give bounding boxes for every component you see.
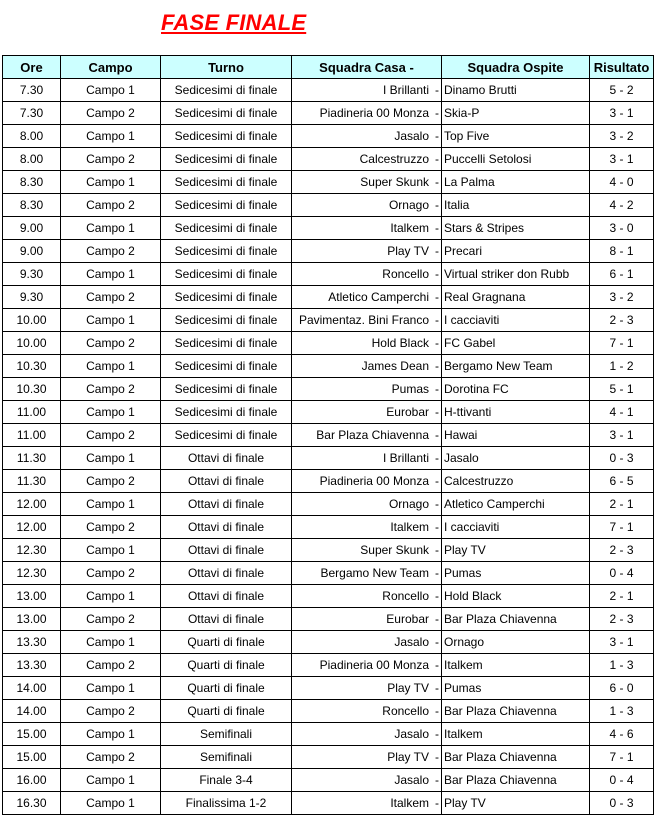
cell-turno: Ottavi di finale — [161, 539, 292, 562]
cell-squadra-casa — [292, 79, 442, 102]
cell-risultato: 8 - 1 — [590, 240, 654, 263]
cell-risultato: 6 - 1 — [590, 263, 654, 286]
cell-ore: 10.30 — [3, 378, 61, 401]
cell-campo: Campo 2 — [61, 148, 161, 171]
cell-squadra-ospite: Dorotina FC — [442, 378, 590, 401]
match-separator: - — [435, 796, 439, 810]
cell-squadra-ospite: Play TV — [442, 792, 590, 815]
cell-turno: Quarti di finale — [161, 700, 292, 723]
home-team-name: Super Skunk — [360, 543, 429, 557]
cell-turno: Ottavi di finale — [161, 516, 292, 539]
cell-risultato: 3 - 2 — [590, 286, 654, 309]
table-row — [3, 286, 654, 309]
table-row — [3, 171, 654, 194]
cell-ore: 12.30 — [3, 539, 61, 562]
table-row — [3, 194, 654, 217]
home-team-name: Roncello — [382, 267, 429, 281]
match-separator: - — [435, 106, 439, 120]
cell-squadra-ospite: Virtual striker don Rubb — [442, 263, 590, 286]
cell-squadra-casa — [292, 125, 442, 148]
cell-campo: Campo 2 — [61, 286, 161, 309]
header-squadra-casa: Squadra Casa - — [292, 56, 442, 79]
cell-squadra-ospite: Atletico Camperchi — [442, 493, 590, 516]
table-row — [3, 470, 654, 493]
cell-squadra-casa — [292, 746, 442, 769]
cell-risultato: 7 - 1 — [590, 746, 654, 769]
match-separator: - — [435, 727, 439, 741]
cell-risultato: 3 - 2 — [590, 125, 654, 148]
cell-turno: Sedicesimi di finale — [161, 148, 292, 171]
table-row — [3, 585, 654, 608]
home-team-name: Italkem — [390, 796, 429, 810]
cell-risultato: 3 - 0 — [590, 217, 654, 240]
cell-squadra-casa — [292, 171, 442, 194]
match-separator: - — [435, 382, 439, 396]
table-row — [3, 792, 654, 815]
home-team-name: Atletico Camperchi — [328, 290, 429, 304]
cell-risultato: 5 - 2 — [590, 79, 654, 102]
cell-squadra-casa — [292, 608, 442, 631]
cell-campo: Campo 2 — [61, 470, 161, 493]
cell-risultato: 1 - 2 — [590, 355, 654, 378]
home-team-name: Jasalo — [394, 773, 429, 787]
table-row — [3, 769, 654, 792]
cell-ore: 14.00 — [3, 700, 61, 723]
cell-squadra-casa — [292, 585, 442, 608]
table-row — [3, 746, 654, 769]
home-team-name: Piadineria 00 Monza — [319, 106, 429, 120]
cell-risultato: 2 - 3 — [590, 539, 654, 562]
cell-risultato: 2 - 1 — [590, 493, 654, 516]
home-team-name: James Dean — [361, 359, 429, 373]
cell-risultato: 4 - 6 — [590, 723, 654, 746]
cell-turno: Sedicesimi di finale — [161, 378, 292, 401]
cell-squadra-ospite: Hawai — [442, 424, 590, 447]
match-separator: - — [435, 658, 439, 672]
cell-campo: Campo 1 — [61, 585, 161, 608]
cell-squadra-ospite: FC Gabel — [442, 332, 590, 355]
match-separator: - — [435, 543, 439, 557]
cell-turno: Ottavi di finale — [161, 470, 292, 493]
header-turno: Turno — [161, 56, 292, 79]
cell-ore: 7.30 — [3, 102, 61, 125]
cell-campo: Campo 1 — [61, 171, 161, 194]
table-row — [3, 424, 654, 447]
cell-squadra-ospite: La Palma — [442, 171, 590, 194]
cell-turno: Sedicesimi di finale — [161, 263, 292, 286]
header-campo: Campo — [61, 56, 161, 79]
home-team-name: Jasalo — [394, 129, 429, 143]
cell-ore: 13.00 — [3, 585, 61, 608]
cell-squadra-ospite: Dinamo Brutti — [442, 79, 590, 102]
cell-campo: Campo 2 — [61, 194, 161, 217]
cell-turno: Sedicesimi di finale — [161, 217, 292, 240]
cell-campo: Campo 2 — [61, 746, 161, 769]
table-row — [3, 654, 654, 677]
cell-campo: Campo 2 — [61, 700, 161, 723]
table-header — [3, 56, 654, 79]
header-risultato: Risultato — [590, 56, 654, 79]
match-separator: - — [435, 773, 439, 787]
header-ore: Ore — [3, 56, 61, 79]
cell-squadra-ospite: Top Five — [442, 125, 590, 148]
cell-turno: Sedicesimi di finale — [161, 125, 292, 148]
cell-squadra-ospite: Bar Plaza Chiavenna — [442, 746, 590, 769]
cell-ore: 12.00 — [3, 516, 61, 539]
match-separator: - — [435, 405, 439, 419]
cell-risultato: 3 - 1 — [590, 424, 654, 447]
cell-ore: 10.30 — [3, 355, 61, 378]
cell-turno: Sedicesimi di finale — [161, 102, 292, 125]
match-separator: - — [435, 152, 439, 166]
cell-ore: 13.30 — [3, 631, 61, 654]
table-row — [3, 608, 654, 631]
home-team-name: Jasalo — [394, 635, 429, 649]
cell-turno: Sedicesimi di finale — [161, 424, 292, 447]
cell-squadra-ospite: I cacciaviti — [442, 516, 590, 539]
cell-ore: 9.30 — [3, 286, 61, 309]
schedule-table — [2, 55, 654, 815]
cell-turno: Quarti di finale — [161, 654, 292, 677]
cell-turno: Ottavi di finale — [161, 608, 292, 631]
match-separator: - — [435, 267, 439, 281]
cell-turno: Sedicesimi di finale — [161, 332, 292, 355]
cell-campo: Campo 1 — [61, 217, 161, 240]
cell-turno: Semifinali — [161, 723, 292, 746]
match-separator: - — [435, 589, 439, 603]
match-separator: - — [435, 83, 439, 97]
table-row — [3, 700, 654, 723]
match-separator: - — [435, 129, 439, 143]
cell-squadra-casa — [292, 677, 442, 700]
cell-turno: Ottavi di finale — [161, 585, 292, 608]
cell-turno: Ottavi di finale — [161, 562, 292, 585]
cell-turno: Semifinali — [161, 746, 292, 769]
table-row — [3, 516, 654, 539]
match-separator: - — [435, 520, 439, 534]
match-separator: - — [435, 566, 439, 580]
cell-risultato: 3 - 1 — [590, 148, 654, 171]
cell-ore: 8.00 — [3, 148, 61, 171]
home-team-name: Calcestruzzo — [359, 152, 429, 166]
cell-squadra-casa — [292, 539, 442, 562]
cell-risultato: 1 - 3 — [590, 654, 654, 677]
home-team-name: Super Skunk — [360, 175, 429, 189]
cell-risultato: 0 - 3 — [590, 792, 654, 815]
match-separator: - — [435, 221, 439, 235]
cell-risultato: 1 - 3 — [590, 700, 654, 723]
match-separator: - — [435, 290, 439, 304]
cell-squadra-casa — [292, 424, 442, 447]
cell-campo: Campo 2 — [61, 608, 161, 631]
cell-turno: Quarti di finale — [161, 631, 292, 654]
cell-squadra-ospite: Ornago — [442, 631, 590, 654]
match-separator: - — [435, 474, 439, 488]
cell-squadra-casa — [292, 470, 442, 493]
cell-ore: 7.30 — [3, 79, 61, 102]
table-row — [3, 125, 654, 148]
table-row — [3, 493, 654, 516]
cell-squadra-ospite: Skia-P — [442, 102, 590, 125]
cell-ore: 11.00 — [3, 401, 61, 424]
home-team-name: Eurobar — [386, 612, 429, 626]
cell-turno: Sedicesimi di finale — [161, 401, 292, 424]
cell-ore: 15.00 — [3, 723, 61, 746]
cell-ore: 10.00 — [3, 332, 61, 355]
match-separator: - — [435, 336, 439, 350]
home-team-name: I Brillanti — [382, 451, 429, 465]
match-separator: - — [435, 635, 439, 649]
cell-squadra-ospite: Puccelli Setolosi — [442, 148, 590, 171]
home-team-name: Hold Black — [371, 336, 429, 350]
cell-risultato: 4 - 1 — [590, 401, 654, 424]
cell-squadra-ospite: H-ttivanti — [442, 401, 590, 424]
cell-campo: Campo 1 — [61, 79, 161, 102]
table-row — [3, 217, 654, 240]
cell-squadra-casa — [292, 332, 442, 355]
cell-risultato: 2 - 3 — [590, 608, 654, 631]
cell-campo: Campo 2 — [61, 562, 161, 585]
home-team-name: Bergamo New Team — [320, 566, 429, 580]
table-row — [3, 309, 654, 332]
match-separator: - — [435, 681, 439, 695]
cell-campo: Campo 1 — [61, 309, 161, 332]
cell-turno: Sedicesimi di finale — [161, 240, 292, 263]
cell-squadra-ospite: Bar Plaza Chiavenna — [442, 700, 590, 723]
home-team-name: Pumas — [391, 382, 429, 396]
cell-squadra-casa — [292, 700, 442, 723]
cell-ore: 15.00 — [3, 746, 61, 769]
cell-ore: 16.30 — [3, 792, 61, 815]
cell-campo: Campo 1 — [61, 677, 161, 700]
cell-risultato: 5 - 1 — [590, 378, 654, 401]
cell-turno: Sedicesimi di finale — [161, 309, 292, 332]
cell-campo: Campo 1 — [61, 125, 161, 148]
cell-squadra-casa — [292, 240, 442, 263]
cell-squadra-casa — [292, 378, 442, 401]
cell-campo: Campo 1 — [61, 401, 161, 424]
cell-risultato: 4 - 0 — [590, 171, 654, 194]
table-row — [3, 102, 654, 125]
cell-squadra-casa — [292, 769, 442, 792]
home-team-name: Italkem — [390, 520, 429, 534]
match-separator: - — [435, 428, 439, 442]
match-separator: - — [435, 313, 439, 327]
match-separator: - — [435, 750, 439, 764]
table-row — [3, 332, 654, 355]
home-team-name: Piadineria 00 Monza — [319, 658, 429, 672]
cell-turno: Sedicesimi di finale — [161, 355, 292, 378]
table-row — [3, 539, 654, 562]
home-team-name: Roncello — [382, 589, 429, 603]
cell-squadra-casa — [292, 631, 442, 654]
cell-risultato: 0 - 4 — [590, 769, 654, 792]
home-team-name: Pavimentaz. Bini Franco — [298, 313, 429, 327]
table-row — [3, 355, 654, 378]
cell-campo: Campo 1 — [61, 792, 161, 815]
cell-squadra-ospite: Italkem — [442, 654, 590, 677]
cell-turno: Quarti di finale — [161, 677, 292, 700]
table-row — [3, 79, 654, 102]
cell-campo: Campo 1 — [61, 769, 161, 792]
cell-squadra-ospite: Italkem — [442, 723, 590, 746]
cell-squadra-casa — [292, 217, 442, 240]
cell-ore: 14.00 — [3, 677, 61, 700]
cell-squadra-ospite: Bar Plaza Chiavenna — [442, 608, 590, 631]
cell-squadra-casa — [292, 309, 442, 332]
cell-squadra-casa — [292, 447, 442, 470]
page-title: FASE FINALE — [161, 10, 307, 35]
cell-squadra-casa — [292, 516, 442, 539]
home-team-name: Play TV — [387, 681, 429, 695]
cell-turno: Ottavi di finale — [161, 447, 292, 470]
home-team-name: Play TV — [387, 244, 429, 258]
cell-ore: 13.00 — [3, 608, 61, 631]
cell-squadra-ospite: Bar Plaza Chiavenna — [442, 769, 590, 792]
cell-squadra-ospite: Stars & Stripes — [442, 217, 590, 240]
home-team-name: Eurobar — [386, 405, 429, 419]
cell-campo: Campo 2 — [61, 332, 161, 355]
cell-campo: Campo 1 — [61, 631, 161, 654]
cell-ore: 9.00 — [3, 217, 61, 240]
cell-squadra-ospite: Jasalo — [442, 447, 590, 470]
cell-campo: Campo 1 — [61, 355, 161, 378]
cell-risultato: 2 - 1 — [590, 585, 654, 608]
cell-campo: Campo 1 — [61, 493, 161, 516]
cell-squadra-ospite: I cacciaviti — [442, 309, 590, 332]
cell-ore: 8.30 — [3, 194, 61, 217]
cell-risultato: 3 - 1 — [590, 631, 654, 654]
match-separator: - — [435, 359, 439, 373]
cell-squadra-ospite: Real Gragnana — [442, 286, 590, 309]
cell-ore: 9.30 — [3, 263, 61, 286]
cell-risultato: 7 - 1 — [590, 332, 654, 355]
cell-turno: Sedicesimi di finale — [161, 171, 292, 194]
cell-turno: Finalissima 1-2 — [161, 792, 292, 815]
cell-campo: Campo 1 — [61, 263, 161, 286]
header-squadra-ospite: Squadra Ospite — [442, 56, 590, 79]
match-separator: - — [435, 451, 439, 465]
table-row — [3, 447, 654, 470]
cell-ore: 11.00 — [3, 424, 61, 447]
cell-turno: Sedicesimi di finale — [161, 194, 292, 217]
cell-campo: Campo 1 — [61, 447, 161, 470]
cell-risultato: 4 - 2 — [590, 194, 654, 217]
cell-risultato: 6 - 0 — [590, 677, 654, 700]
cell-turno: Sedicesimi di finale — [161, 286, 292, 309]
cell-campo: Campo 1 — [61, 723, 161, 746]
cell-squadra-casa — [292, 401, 442, 424]
cell-ore: 16.00 — [3, 769, 61, 792]
match-separator: - — [435, 175, 439, 189]
cell-turno: Sedicesimi di finale — [161, 79, 292, 102]
home-team-name: Piadineria 00 Monza — [319, 474, 429, 488]
cell-campo: Campo 2 — [61, 240, 161, 263]
match-separator: - — [435, 612, 439, 626]
cell-squadra-casa — [292, 355, 442, 378]
cell-campo: Campo 1 — [61, 539, 161, 562]
cell-risultato: 2 - 3 — [590, 309, 654, 332]
cell-squadra-casa — [292, 562, 442, 585]
cell-ore: 8.30 — [3, 171, 61, 194]
cell-squadra-casa — [292, 654, 442, 677]
cell-squadra-casa — [292, 263, 442, 286]
table-row — [3, 562, 654, 585]
cell-squadra-casa — [292, 102, 442, 125]
table-row — [3, 148, 654, 171]
cell-risultato: 3 - 1 — [590, 102, 654, 125]
table-row — [3, 401, 654, 424]
match-separator: - — [435, 704, 439, 718]
home-team-name: Jasalo — [394, 727, 429, 741]
cell-campo: Campo 2 — [61, 102, 161, 125]
table-row — [3, 677, 654, 700]
cell-ore: 11.30 — [3, 470, 61, 493]
cell-squadra-casa — [292, 194, 442, 217]
cell-squadra-casa — [292, 286, 442, 309]
table-row — [3, 378, 654, 401]
home-team-name: Roncello — [382, 704, 429, 718]
cell-ore: 8.00 — [3, 125, 61, 148]
cell-squadra-ospite: Play TV — [442, 539, 590, 562]
home-team-name: Italkem — [390, 221, 429, 235]
home-team-name: Ornago — [388, 497, 429, 511]
cell-ore: 11.30 — [3, 447, 61, 470]
cell-ore: 13.30 — [3, 654, 61, 677]
cell-risultato: 7 - 1 — [590, 516, 654, 539]
home-team-name: Play TV — [387, 750, 429, 764]
table-row — [3, 240, 654, 263]
cell-squadra-casa — [292, 792, 442, 815]
cell-campo: Campo 2 — [61, 654, 161, 677]
home-team-name: Ornago — [388, 198, 429, 212]
cell-ore: 10.00 — [3, 309, 61, 332]
cell-squadra-casa — [292, 148, 442, 171]
cell-campo: Campo 2 — [61, 516, 161, 539]
table-row — [3, 631, 654, 654]
match-separator: - — [435, 244, 439, 258]
cell-turno: Finale 3-4 — [161, 769, 292, 792]
cell-squadra-ospite: Italia — [442, 194, 590, 217]
home-team-name: Bar Plaza Chiavenna — [316, 428, 429, 442]
cell-ore: 12.30 — [3, 562, 61, 585]
table-row — [3, 723, 654, 746]
table-row — [3, 263, 654, 286]
cell-squadra-casa — [292, 493, 442, 516]
cell-squadra-ospite: Pumas — [442, 562, 590, 585]
cell-squadra-ospite: Calcestruzzo — [442, 470, 590, 493]
cell-ore: 12.00 — [3, 493, 61, 516]
cell-risultato: 0 - 3 — [590, 447, 654, 470]
cell-squadra-ospite: Bergamo New Team — [442, 355, 590, 378]
header-row — [3, 56, 654, 79]
cell-campo: Campo 2 — [61, 424, 161, 447]
cell-squadra-ospite: Pumas — [442, 677, 590, 700]
cell-campo: Campo 2 — [61, 378, 161, 401]
home-team-name: I Brillanti — [382, 83, 429, 97]
table-body — [3, 79, 654, 815]
cell-squadra-ospite: Hold Black — [442, 585, 590, 608]
cell-squadra-casa — [292, 723, 442, 746]
match-separator: - — [435, 198, 439, 212]
cell-turno: Ottavi di finale — [161, 493, 292, 516]
cell-risultato: 0 - 4 — [590, 562, 654, 585]
match-separator: - — [435, 497, 439, 511]
cell-ore: 9.00 — [3, 240, 61, 263]
cell-risultato: 6 - 5 — [590, 470, 654, 493]
cell-squadra-ospite: Precari — [442, 240, 590, 263]
